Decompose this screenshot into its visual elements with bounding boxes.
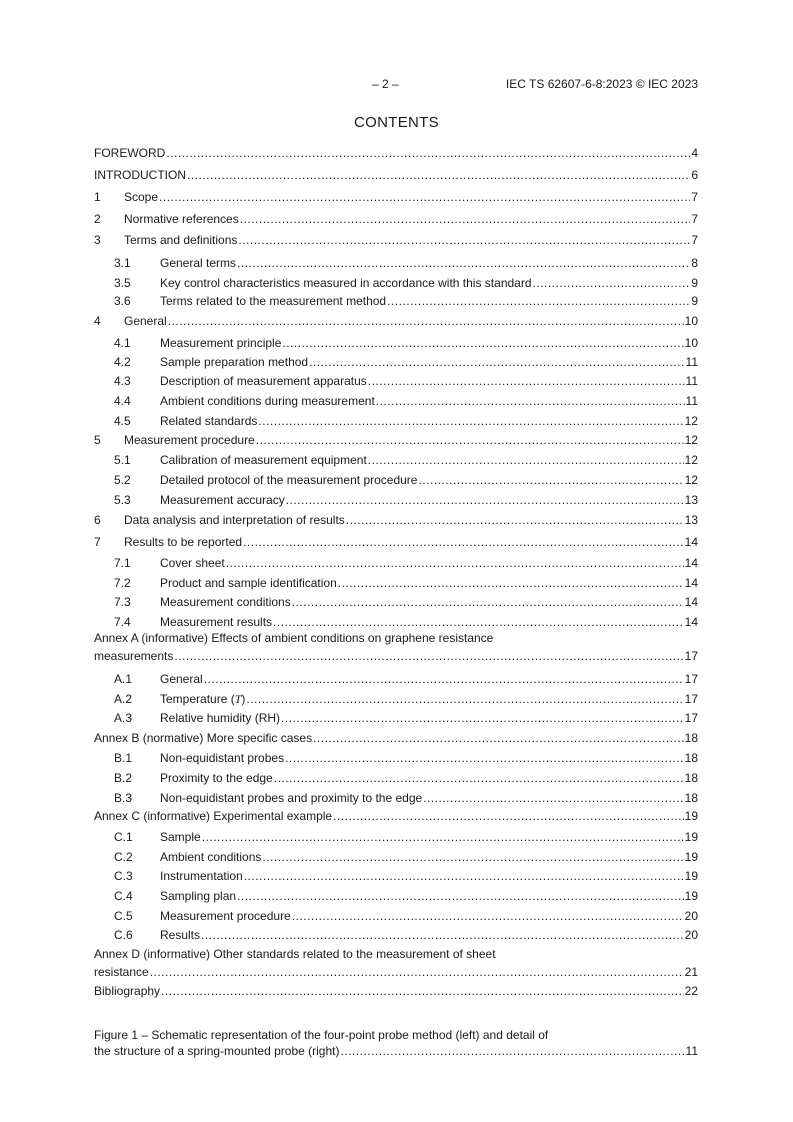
leader-dots bbox=[346, 513, 684, 527]
toc-entry-label bbox=[160, 355, 308, 369]
toc-entry-label-text: Related standards bbox=[160, 414, 258, 428]
leader-dots bbox=[237, 889, 684, 903]
toc-entry-label-text: Proximity to the edge bbox=[160, 771, 273, 785]
page-header bbox=[94, 77, 698, 93]
toc-entry-label bbox=[94, 984, 160, 998]
toc-entry[interactable] bbox=[94, 556, 698, 570]
toc-entry-number: 1 bbox=[94, 190, 101, 204]
toc-entry-label-text: Terms and definitions bbox=[124, 233, 238, 247]
toc-entry-number: 3.6 bbox=[114, 294, 131, 308]
toc-entry-label: measurements bbox=[94, 649, 174, 663]
toc-entry[interactable] bbox=[94, 909, 698, 923]
toc-entry-number: 3.1 bbox=[114, 256, 131, 270]
toc-entry[interactable] bbox=[94, 394, 698, 408]
toc-entry-page: 19 bbox=[684, 869, 698, 883]
leader-dots bbox=[174, 649, 683, 663]
toc-entry-number: B.2 bbox=[114, 771, 133, 785]
leader-dots bbox=[202, 830, 684, 844]
toc-entry-label-text: Cover sheet bbox=[160, 556, 225, 570]
toc-entry[interactable] bbox=[94, 493, 698, 507]
leader-dots bbox=[273, 615, 684, 629]
figure-entry-page: 11 bbox=[685, 1044, 698, 1058]
leader-dots bbox=[238, 233, 690, 247]
toc-entry-label bbox=[160, 473, 417, 487]
toc-entry-number: 3.5 bbox=[114, 276, 131, 290]
toc-entry-label-text: Measurement conditions bbox=[160, 595, 291, 609]
figure-entry-label: the structure of a spring-mounted probe (right) bbox=[94, 1044, 340, 1058]
toc-entry-label bbox=[124, 190, 158, 204]
leader-dots bbox=[204, 672, 684, 686]
toc-entry-number: 4.4 bbox=[114, 394, 131, 408]
toc-entry-page: 19 bbox=[684, 830, 698, 844]
toc-entry-label bbox=[160, 928, 200, 942]
toc-entry-number: B.3 bbox=[114, 791, 133, 805]
toc-entry-number: 7.2 bbox=[114, 576, 131, 590]
leader-dots bbox=[282, 336, 683, 350]
toc-entry-label: resistance bbox=[94, 965, 149, 979]
toc-entry[interactable] bbox=[94, 850, 698, 864]
toc-entry-label bbox=[160, 294, 386, 308]
toc-entry-label bbox=[160, 791, 422, 805]
toc-entry[interactable] bbox=[94, 615, 698, 629]
toc-entry-page: 10 bbox=[684, 314, 698, 328]
toc-entry-label-text: Ambient conditions during measurement bbox=[160, 394, 375, 408]
toc-entry[interactable] bbox=[94, 535, 698, 549]
toc-entry-page: 11 bbox=[685, 394, 698, 408]
toc-entry-label bbox=[160, 256, 236, 270]
toc-entry[interactable] bbox=[94, 809, 698, 823]
toc-entry-number: C.6 bbox=[114, 928, 133, 942]
toc-entry-number: 7 bbox=[94, 535, 101, 549]
toc-entry-number: 4.3 bbox=[114, 374, 131, 388]
toc-entry-label bbox=[160, 556, 225, 570]
leader-dots bbox=[313, 731, 684, 745]
toc-entry-page: 14 bbox=[684, 595, 698, 609]
leader-dots bbox=[340, 1044, 684, 1058]
toc-entry-page: 14 bbox=[684, 576, 698, 590]
leader-dots bbox=[166, 146, 690, 160]
toc-entry-label-text: Normative references bbox=[124, 212, 239, 226]
toc-entry-page: 14 bbox=[684, 615, 698, 629]
figure-list-entry[interactable] bbox=[94, 1028, 698, 1058]
leader-dots bbox=[285, 751, 684, 765]
toc-entry[interactable] bbox=[94, 791, 698, 805]
toc-entry-number: 7.3 bbox=[114, 595, 131, 609]
toc-entry-page: 9 bbox=[691, 276, 698, 290]
toc-entry-page: 18 bbox=[684, 731, 698, 745]
toc-entry-label-text: Sample bbox=[160, 830, 201, 844]
leader-dots bbox=[423, 791, 683, 805]
toc-entry-page: 21 bbox=[684, 965, 698, 979]
toc-entry-label bbox=[160, 771, 273, 785]
toc-entry-number: 4.2 bbox=[114, 355, 131, 369]
toc-entry-label bbox=[160, 889, 236, 903]
toc-entry-page: 17 bbox=[684, 649, 698, 663]
toc-entry-page: 18 bbox=[684, 771, 698, 785]
toc-entry-page: 17 bbox=[684, 672, 698, 686]
toc-entry-label bbox=[160, 869, 243, 883]
toc-entry-label bbox=[94, 731, 312, 745]
toc-entry-page: 12 bbox=[684, 433, 698, 447]
toc-entry-label-text: Measurement accuracy bbox=[160, 493, 285, 507]
toc-entry[interactable] bbox=[94, 473, 698, 487]
toc-entry[interactable] bbox=[94, 731, 698, 745]
toc-entry-page: 7 bbox=[691, 233, 698, 247]
toc-entry-label-text: Results bbox=[160, 928, 201, 942]
toc-entry-label bbox=[160, 336, 281, 350]
toc-entry[interactable] bbox=[94, 984, 698, 998]
leader-dots bbox=[376, 394, 685, 408]
toc-entry[interactable] bbox=[94, 212, 698, 226]
toc-entry-page: 19 bbox=[684, 850, 698, 864]
toc-entry-number: 7.4 bbox=[114, 615, 131, 629]
toc-entry[interactable] bbox=[94, 771, 698, 785]
toc-entry-label-text: Data analysis and interpretation of results bbox=[124, 513, 345, 527]
leader-dots bbox=[368, 453, 684, 467]
leader-dots bbox=[333, 809, 684, 823]
page-title: CONTENTS bbox=[354, 114, 439, 131]
toc-entry-number: 6 bbox=[94, 513, 101, 527]
toc-entry[interactable] bbox=[94, 889, 698, 903]
toc-entry[interactable] bbox=[94, 233, 698, 247]
toc-entry-label bbox=[94, 168, 186, 182]
toc-entry-label-text: General bbox=[124, 314, 167, 328]
toc-entry-label-text: Non-equidistant probes bbox=[160, 751, 285, 765]
figure-entry-label-line1: Figure 1 – Schematic representation of the four-point probe method (left) and detail of bbox=[94, 1028, 549, 1042]
leader-dots bbox=[274, 771, 684, 785]
toc-entry[interactable] bbox=[94, 276, 698, 290]
toc-entry-page: 10 bbox=[684, 336, 698, 350]
toc-entry-label-text: Measurement procedure bbox=[160, 909, 291, 923]
toc-entry-number: B.1 bbox=[114, 751, 133, 765]
toc-entry-page: 13 bbox=[684, 493, 698, 507]
toc-entry-label-text: General bbox=[160, 672, 203, 686]
toc-entry-number: 5.1 bbox=[114, 453, 131, 467]
toc-entry-number: C.4 bbox=[114, 889, 133, 903]
toc-entry-label-text: INTRODUCTION bbox=[94, 168, 186, 182]
toc-entry-number: 2 bbox=[94, 212, 101, 226]
leader-dots bbox=[150, 965, 684, 979]
toc-entry-label bbox=[124, 233, 237, 247]
toc-entry-label-text: Temperature ( bbox=[160, 692, 235, 706]
toc-entry[interactable] bbox=[94, 595, 698, 609]
toc-entry-page: 20 bbox=[684, 928, 698, 942]
toc-entry[interactable] bbox=[94, 256, 698, 270]
toc-entry-label bbox=[160, 595, 291, 609]
toc-entry-label-text: Key control characteristics measured in accordance with this standard bbox=[160, 276, 532, 290]
toc-entry-label-text: Sample preparation method bbox=[160, 355, 309, 369]
toc-entry-label-text: Annex C (informative) Experimental example bbox=[94, 809, 333, 823]
toc-entry-label-text: FOREWORD bbox=[94, 146, 166, 160]
toc-entry-label bbox=[160, 672, 203, 686]
toc-entry[interactable] bbox=[94, 869, 698, 883]
toc-entry-page: 9 bbox=[691, 294, 698, 308]
toc-entry-label-text: Results to be reported bbox=[124, 535, 243, 549]
toc-entry-page: 17 bbox=[684, 711, 698, 725]
toc-entry-page: 6 bbox=[691, 168, 698, 182]
toc-entry-label bbox=[160, 394, 375, 408]
toc-entry[interactable] bbox=[94, 336, 698, 350]
toc-entry-label-text: Bibliography bbox=[94, 984, 161, 998]
leader-dots bbox=[292, 909, 684, 923]
toc-entry-label-text: Product and sample identification bbox=[160, 576, 337, 590]
leader-dots bbox=[161, 984, 684, 998]
leader-dots bbox=[159, 190, 690, 204]
toc-entry-number: 5 bbox=[94, 433, 101, 447]
toc-entry-label bbox=[124, 433, 255, 447]
toc-entry-label bbox=[160, 374, 367, 388]
toc-entry[interactable] bbox=[94, 830, 698, 844]
toc-entry-page: 7 bbox=[691, 190, 698, 204]
toc-entry-number: 7.1 bbox=[114, 556, 131, 570]
toc-entry-label-text: Sampling plan bbox=[160, 889, 237, 903]
toc-entry-label bbox=[160, 830, 201, 844]
toc-entry-page: 12 bbox=[684, 414, 698, 428]
toc-entry-label bbox=[124, 513, 345, 527]
toc-entry-label bbox=[160, 576, 337, 590]
toc-entry-number: C.1 bbox=[114, 830, 133, 844]
toc-entry[interactable] bbox=[94, 513, 698, 527]
leader-dots bbox=[281, 711, 684, 725]
toc-entry[interactable] bbox=[94, 672, 698, 686]
toc-entry[interactable] bbox=[94, 314, 698, 328]
toc-entry[interactable] bbox=[94, 168, 698, 182]
toc-entry-page: 11 bbox=[685, 355, 698, 369]
toc-entry-label-text: Detailed protocol of the measurement procedure bbox=[160, 473, 418, 487]
leader-dots bbox=[309, 355, 684, 369]
toc-entry-label-text: Measurement principle bbox=[160, 336, 282, 350]
toc-entry-number: A.2 bbox=[114, 692, 133, 706]
toc-entry-label-text: Scope bbox=[124, 190, 159, 204]
toc-entry-number: C.2 bbox=[114, 850, 133, 864]
leader-dots bbox=[187, 168, 690, 182]
toc-entry[interactable] bbox=[94, 453, 698, 467]
leader-dots bbox=[240, 212, 691, 226]
toc-entry[interactable] bbox=[94, 355, 698, 369]
toc-entry-page: 20 bbox=[684, 909, 698, 923]
leader-dots bbox=[243, 535, 684, 549]
leader-dots bbox=[286, 493, 684, 507]
leader-dots bbox=[338, 576, 684, 590]
toc-entry-number: 4.5 bbox=[114, 414, 131, 428]
toc-entry-page: 14 bbox=[684, 556, 698, 570]
leader-dots bbox=[368, 374, 685, 388]
toc-entry-page: 18 bbox=[684, 791, 698, 805]
leader-dots bbox=[262, 850, 683, 864]
toc-entry-label bbox=[160, 692, 245, 706]
leader-dots bbox=[418, 473, 683, 487]
toc-entry[interactable] bbox=[94, 692, 698, 706]
toc-entry-number: C.3 bbox=[114, 869, 133, 883]
toc-entry-label bbox=[160, 453, 367, 467]
toc-entry-label bbox=[160, 909, 291, 923]
toc-entry-label-text: General terms bbox=[160, 256, 237, 270]
toc-entry-page: 8 bbox=[691, 256, 698, 270]
leader-dots bbox=[201, 928, 684, 942]
toc-entry-page: 12 bbox=[684, 473, 698, 487]
leader-dots bbox=[292, 595, 684, 609]
toc-entry[interactable] bbox=[94, 433, 698, 447]
toc-entry[interactable] bbox=[94, 751, 698, 765]
toc-entry-page: 4 bbox=[691, 146, 698, 160]
toc-entry-number: A.3 bbox=[114, 711, 133, 725]
toc-entry-number: 4 bbox=[94, 314, 101, 328]
toc-entry-label-line1: Annex A (informative) Effects of ambient conditions on graphene resistance bbox=[94, 631, 494, 645]
toc-entry-label bbox=[160, 711, 280, 725]
leader-dots bbox=[246, 692, 683, 706]
toc-entry[interactable] bbox=[94, 576, 698, 590]
toc-entry-number: 5.3 bbox=[114, 493, 131, 507]
toc-entry[interactable] bbox=[94, 374, 698, 388]
toc-entry-page: 22 bbox=[684, 984, 698, 998]
toc-entry[interactable] bbox=[94, 711, 698, 725]
toc-entry[interactable] bbox=[94, 294, 698, 308]
leader-dots bbox=[168, 314, 684, 328]
toc-entry-label-text: Measurement results bbox=[160, 615, 273, 629]
toc-entry-label-text: Measurement procedure bbox=[124, 433, 255, 447]
toc-entry-number: 5.2 bbox=[114, 473, 131, 487]
toc-entry-label-text: Relative humidity (RH) bbox=[160, 711, 281, 725]
toc-entry[interactable] bbox=[94, 190, 698, 204]
toc-entry-label-text: Non-equidistant probes and proximity to the edge bbox=[160, 791, 423, 805]
toc-entry-page: 12 bbox=[684, 453, 698, 467]
toc-entry-label bbox=[124, 314, 167, 328]
leader-dots bbox=[256, 433, 684, 447]
toc-entry-symbol: T bbox=[234, 692, 242, 706]
toc-entry-label-text: Terms related to the measurement method bbox=[160, 294, 387, 308]
leader-dots bbox=[387, 294, 690, 308]
toc-entry-label-text: Annex B (normative) More specific cases bbox=[94, 731, 313, 745]
leader-dots bbox=[237, 256, 690, 270]
toc-entry-label-suffix: ) bbox=[241, 692, 246, 706]
toc-entry-page: 13 bbox=[684, 513, 698, 527]
leader-dots bbox=[258, 414, 683, 428]
toc-entry-label-text: Description of measurement apparatus bbox=[160, 374, 367, 388]
toc-entry-label bbox=[124, 535, 242, 549]
leader-dots bbox=[533, 276, 691, 290]
toc-entry-label-text: Instrumentation bbox=[160, 869, 243, 883]
toc-entry-page: 14 bbox=[684, 535, 698, 549]
toc-entry-label bbox=[124, 212, 239, 226]
toc-entry-page: 17 bbox=[684, 692, 698, 706]
toc-entry-number: A.1 bbox=[114, 672, 133, 686]
toc-entry-label bbox=[160, 414, 257, 428]
toc-entry-label bbox=[94, 146, 165, 160]
toc-entry-label-line1: Annex D (informative) Other standards related to the measurement of sheet bbox=[94, 947, 496, 961]
toc-entry[interactable] bbox=[94, 414, 698, 428]
toc-entry-number: C.5 bbox=[114, 909, 133, 923]
toc-entry[interactable] bbox=[94, 631, 698, 663]
toc-entry-label bbox=[160, 751, 284, 765]
toc-entry-label-text: Ambient conditions bbox=[160, 850, 262, 864]
leader-dots bbox=[226, 556, 684, 570]
toc-entry-page: 7 bbox=[691, 212, 698, 226]
toc-entry[interactable] bbox=[94, 947, 698, 979]
toc-entry-page: 19 bbox=[684, 889, 698, 903]
toc-entry-number: 3 bbox=[94, 233, 101, 247]
leader-dots bbox=[244, 869, 684, 883]
toc-entry[interactable] bbox=[94, 146, 698, 160]
toc-entry-label-text: Calibration of measurement equipment bbox=[160, 453, 367, 467]
standard-reference: IEC TS 62607-6-8:2023 © IEC 2023 bbox=[505, 77, 698, 91]
page-number: – 2 – bbox=[372, 77, 399, 91]
toc-entry-label bbox=[160, 615, 272, 629]
toc-entry-label bbox=[160, 850, 261, 864]
toc-entry-label bbox=[160, 276, 532, 290]
toc-entry-page: 18 bbox=[684, 751, 698, 765]
toc-entry-label bbox=[160, 493, 285, 507]
toc-entry-label bbox=[94, 809, 332, 823]
toc-entry[interactable] bbox=[94, 928, 698, 942]
toc-entry-page: 19 bbox=[684, 809, 698, 823]
toc-entry-number: 4.1 bbox=[114, 336, 131, 350]
toc-entry-page: 11 bbox=[685, 374, 698, 388]
